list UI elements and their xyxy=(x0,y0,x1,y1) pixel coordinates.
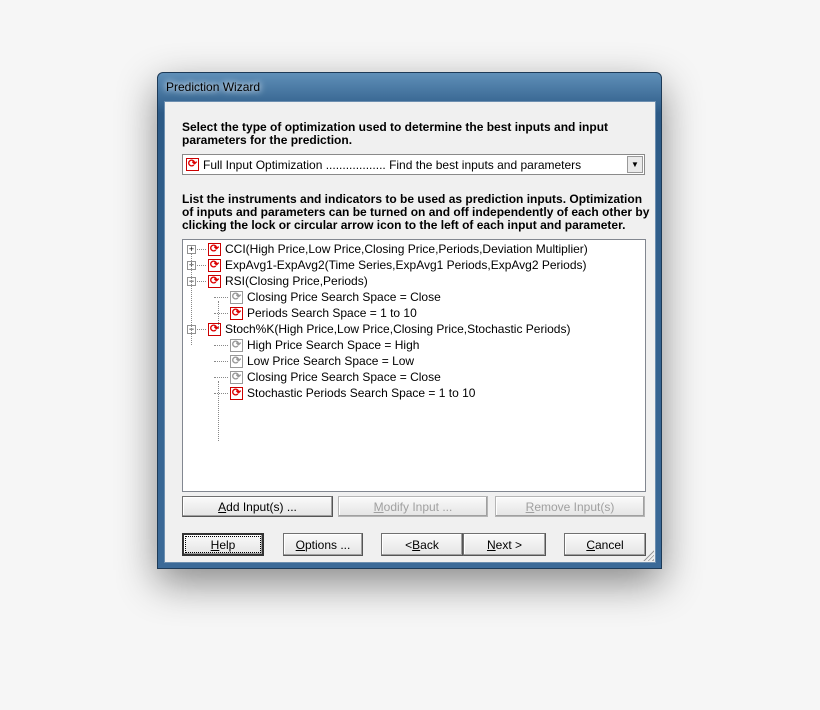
dialog-body xyxy=(164,101,656,563)
tree-connector xyxy=(197,329,206,330)
tree-connector xyxy=(214,345,228,346)
circular-arrow-icon[interactable]: ⟳ xyxy=(231,306,242,319)
tree-input-item[interactable] xyxy=(187,273,368,289)
inputs-instructions: List the instruments and indicators to be used as prediction inputs. Optimization of inputs and parameters can be turned on and off independently of each other by clicking the lock or circular arrow icon to the left of each input and parameter. xyxy=(182,192,650,232)
tree-item-label: High Price Search Space = High xyxy=(247,338,420,352)
cancel-button[interactable]: C ancel xyxy=(564,533,646,556)
help-button[interactable]: H elp xyxy=(182,533,264,556)
tree-parameter-item[interactable] xyxy=(214,369,441,385)
add-inputs-button[interactable]: A dd Input(s) ... xyxy=(182,496,333,517)
tree-parameter-item[interactable] xyxy=(214,305,417,321)
tree-connector xyxy=(197,249,206,250)
optimization-type-value: Full Input Optimization .................. Find the best inputs and parameters xyxy=(203,157,582,172)
back-button[interactable]: < B ack xyxy=(381,533,463,556)
circular-arrow-icon[interactable]: ⟳ xyxy=(209,242,220,255)
circular-arrow-icon[interactable]: ⟳ xyxy=(209,322,220,335)
tree-parameter-item[interactable] xyxy=(214,289,441,305)
tree-connector-line xyxy=(191,253,192,345)
optimization-type-select[interactable] xyxy=(182,154,645,175)
tree-input-item[interactable] xyxy=(187,241,588,257)
tree-connector xyxy=(214,297,228,298)
lock-icon[interactable]: ⟳ xyxy=(231,354,242,367)
tree-connector-line xyxy=(218,301,219,329)
window-title: Prediction Wizard xyxy=(166,80,261,94)
tree-connector xyxy=(214,361,228,362)
optimization-instructions: Select the type of optimization used to determine the best inputs and input parameters for the prediction. xyxy=(182,120,609,147)
tree-item-label: Closing Price Search Space = Close xyxy=(247,370,441,384)
tree-connector xyxy=(214,393,228,394)
circular-arrow-icon: ⟳ xyxy=(187,158,198,170)
collapse-toggle-icon[interactable]: − xyxy=(188,275,195,286)
circular-arrow-icon[interactable]: ⟳ xyxy=(209,258,220,271)
tree-item-label: ExpAvg1-ExpAvg2(Time Series,ExpAvg1 Periods,ExpAvg2 Periods) xyxy=(225,258,587,272)
inputs-tree[interactable] xyxy=(182,239,646,492)
circular-arrow-icon[interactable]: ⟳ xyxy=(231,386,242,399)
tree-item-label: CCI(High Price,Low Price,Closing Price,Periods,Deviation Multiplier) xyxy=(225,242,588,256)
lock-icon[interactable]: ⟳ xyxy=(231,290,242,303)
tree-connector-line xyxy=(218,381,219,441)
next-button[interactable]: N ext > xyxy=(463,533,546,556)
options-button[interactable]: O ptions ... xyxy=(283,533,363,556)
tree-parameter-item[interactable] xyxy=(214,337,419,353)
tree-item-label: Stoch%K(High Price,Low Price,Closing Price,Stochastic Periods) xyxy=(225,322,571,336)
tree-item-label: Low Price Search Space = Low xyxy=(247,354,415,368)
modify-input-button[interactable]: M odify Input ... xyxy=(338,496,488,517)
tree-connector xyxy=(214,313,228,314)
tree-item-label: RSI(Closing Price,Periods) xyxy=(225,274,368,288)
tree-item-label: Periods Search Space = 1 to 10 xyxy=(247,306,417,320)
remove-inputs-button[interactable]: R emove Input(s) xyxy=(495,496,645,517)
tree-parameter-item[interactable] xyxy=(214,353,414,369)
collapse-toggle-icon[interactable]: − xyxy=(188,323,195,334)
lock-icon[interactable]: ⟳ xyxy=(231,370,242,383)
lock-icon[interactable]: ⟳ xyxy=(231,338,242,351)
expand-toggle-icon[interactable]: + xyxy=(188,259,195,270)
expand-toggle-icon[interactable]: + xyxy=(188,243,195,254)
tree-connector xyxy=(197,281,206,282)
tree-input-item[interactable] xyxy=(187,257,587,273)
circular-arrow-icon[interactable]: ⟳ xyxy=(209,274,220,287)
tree-parameter-item[interactable] xyxy=(214,385,475,401)
prediction-wizard-window xyxy=(157,72,662,569)
tree-item-label: Stochastic Periods Search Space = 1 to 10 xyxy=(247,386,476,400)
tree-connector xyxy=(197,265,206,266)
tree-item-label: Closing Price Search Space = Close xyxy=(247,290,441,304)
tree-connector xyxy=(214,377,228,378)
tree-input-item[interactable] xyxy=(187,321,570,337)
dropdown-arrow-icon[interactable]: ▼ xyxy=(627,156,643,173)
